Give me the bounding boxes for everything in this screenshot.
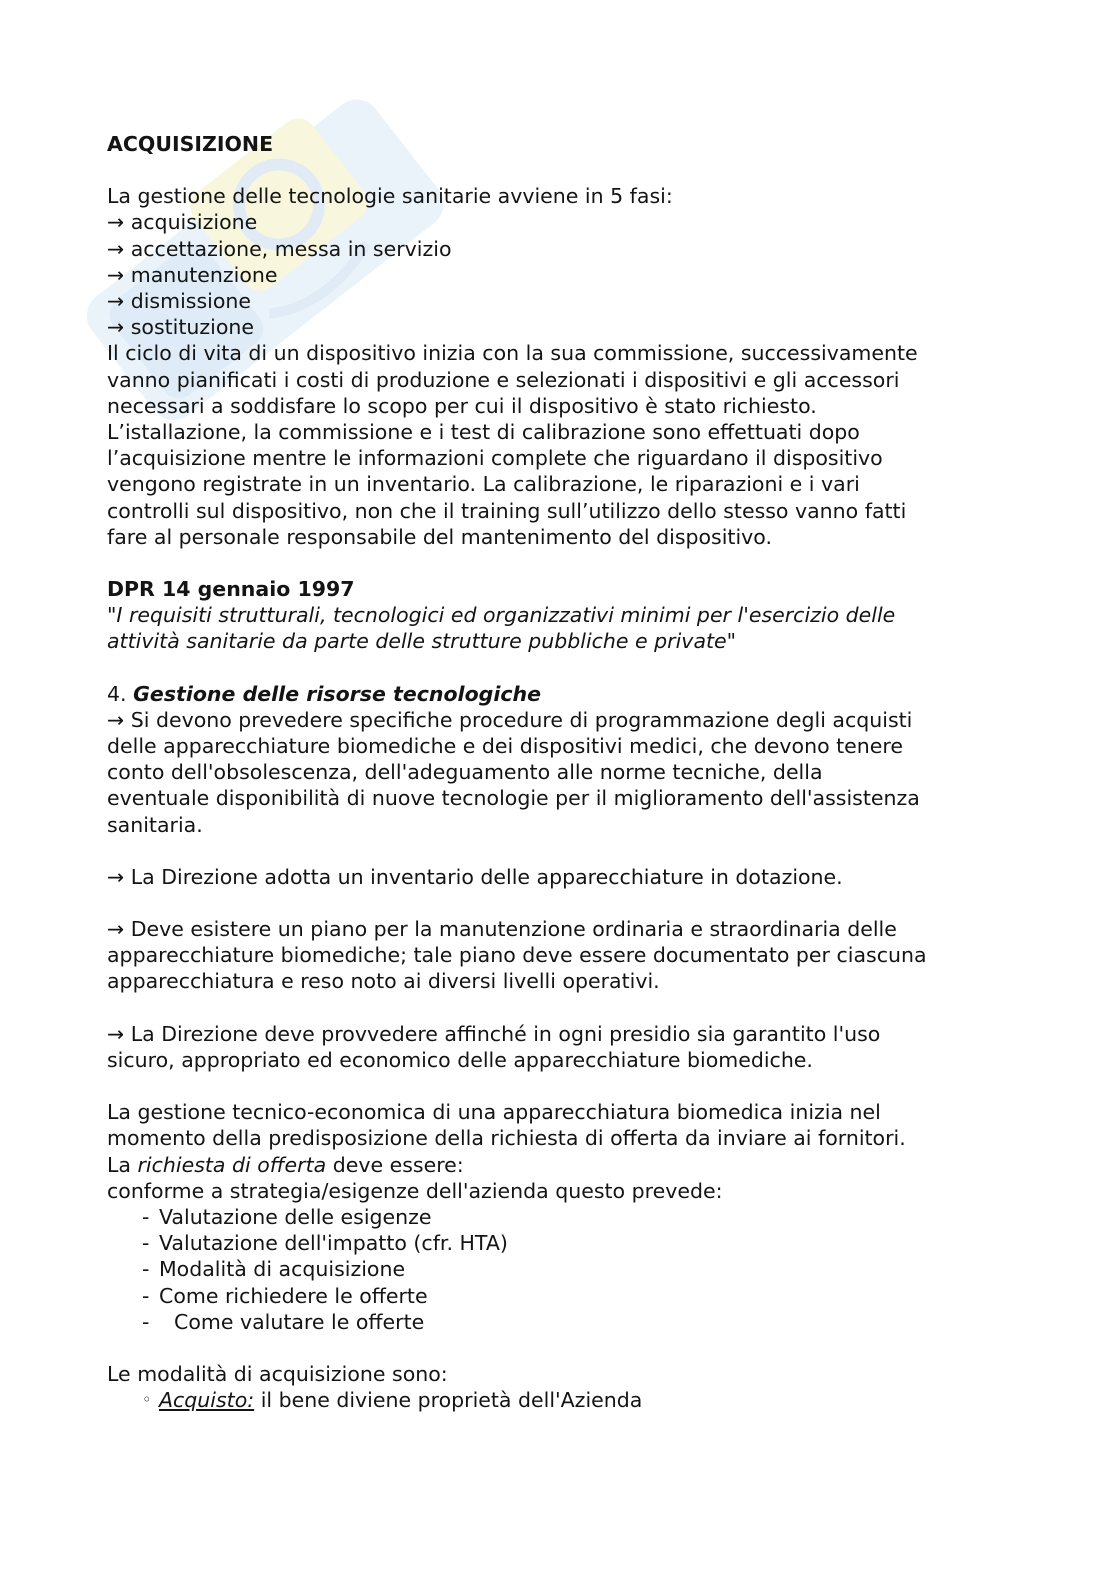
section-paragraph-4 (107, 1021, 1007, 1073)
phase-item: → sostituzione (107, 315, 254, 340)
list-item: - Valutazione dell'impatto (cfr. HTA) (142, 1231, 508, 1256)
text-line: conforme a strategia/esigenze dell'azienda questo prevede: (107, 1178, 723, 1203)
dash-marker: - (142, 1257, 150, 1282)
modalities-intro: Le modalità di acquisizione sono: (107, 1361, 448, 1386)
phase-list (107, 209, 1007, 340)
text-line: eventuale disponibilità di nuove tecnologie per il miglioramento dell'assistenza (107, 786, 920, 811)
list-item: - Modalità di acquisizione (142, 1257, 406, 1282)
text-line: sicuro, appropriato ed economico delle apparecchiature biomediche. (107, 1047, 813, 1072)
text-line: apparecchiature biomediche; tale piano deve essere documentato per ciascuna (107, 943, 927, 968)
section-heading (107, 681, 1007, 707)
modalities-list (107, 1387, 1007, 1413)
list-item: - Come richiedere le offerte (142, 1283, 428, 1308)
text-line: → Si devono prevedere specifiche procedure di programmazione degli acquisti (107, 707, 913, 732)
management-paragraph (107, 1099, 1007, 1204)
intro-text: La gestione delle tecnologie sanitarie avviene in 5 fasi: (107, 184, 673, 209)
dpr-quote-line: "I requisiti strutturali, tecnologici ed organizzativi minimi per l'esercizio delle (107, 603, 896, 628)
phase-item: → acquisizione (107, 210, 258, 235)
dpr-title: DPR 14 gennaio 1997 (107, 577, 355, 602)
section-paragraph-2: → La Direzione adotta un inventario delle apparecchiature in dotazione. (107, 864, 843, 889)
text-line: vengono registrate in un inventario. La calibrazione, le riparazioni e i vari (107, 472, 860, 497)
section-title: Gestione delle risorse tecnologiche (133, 681, 542, 706)
list-item: - Valutazione delle esigenze (142, 1204, 432, 1229)
phase-item: → dismissione (107, 289, 251, 314)
text-line: → Deve esistere un piano per la manutenzione ordinaria e straordinaria delle (107, 917, 897, 942)
lifecycle-paragraph (107, 340, 1007, 550)
request-term: richiesta di offerta (137, 1152, 327, 1177)
dash-marker: - (142, 1231, 150, 1256)
circle-bullet-icon: ◦ (142, 1390, 152, 1410)
arrow-icon: → (107, 262, 125, 287)
text-line: conto dell'obsolescenza, dell'adeguamento alle norme tecniche, della (107, 760, 823, 785)
arrow-icon: → (107, 1021, 125, 1046)
phase-item: → accettazione, messa in servizio (107, 236, 452, 261)
text-line: momento della predisposizione della richiesta di offerta da inviare ai fornitori. (107, 1126, 906, 1151)
arrow-icon: → (107, 289, 125, 314)
text-line: delle apparecchiature biomediche e dei dispositivi medici, che devono tenere (107, 734, 903, 759)
text-line: apparecchiatura e reso noto ai diversi livelli operativi. (107, 969, 660, 994)
arrow-icon: → (107, 236, 125, 261)
modality-term: Acquisto: (159, 1388, 255, 1413)
dpr-quote-line: attività sanitarie da parte delle strutture pubbliche e private" (107, 629, 737, 654)
text-line: fare al personale responsabile del mantenimento del dispositivo. (107, 524, 772, 549)
requirements-list (107, 1204, 1007, 1335)
text-line: vanno pianificati i costi di produzione e selezionati i dispositivi e gli accessori (107, 367, 900, 392)
arrow-icon: → (107, 707, 125, 732)
text-line: sanitaria. (107, 812, 203, 837)
arrow-icon: → (107, 315, 125, 340)
section-paragraph-1 (107, 707, 1007, 838)
arrow-icon: → (107, 210, 125, 235)
modality-description: il bene diviene proprietà dell'Azienda (254, 1388, 643, 1413)
text-line: Il ciclo di vita di un dispositivo inizia con la sua commissione, successivamente (107, 341, 918, 366)
text-line: → La Direzione deve provvedere affinché in ogni presidio sia garantito l'uso (107, 1021, 881, 1046)
arrow-icon: → (107, 864, 125, 889)
list-item (142, 1387, 1007, 1413)
text-line: L’istallazione, la commissione e i test di calibrazione sono effettuati dopo (107, 420, 860, 445)
dash-marker: - (142, 1204, 150, 1229)
text-line: necessari a soddisfare lo scopo per cui il dispositivo è stato richiesto. (107, 393, 817, 418)
section-paragraph-3 (107, 916, 1007, 995)
dash-marker: - (142, 1309, 150, 1334)
text-line: controlli sul dispositivo, non che il training sull’utilizzo dello stesso vanno fatti (107, 498, 907, 523)
page-title: ACQUISIZIONE (107, 132, 274, 156)
section-number: 4. (107, 681, 127, 706)
list-item: - Come valutare le offerte (142, 1309, 425, 1334)
text-line: La richiesta di offerta deve essere: (107, 1152, 464, 1177)
dash-marker: - (142, 1283, 150, 1308)
text-line: l’acquisizione mentre le informazioni complete che riguardano il dispositivo (107, 446, 883, 471)
text-line: La gestione tecnico-economica di una apparecchiatura biomedica inizia nel (107, 1100, 881, 1125)
arrow-icon: → (107, 917, 125, 942)
phase-item: → manutenzione (107, 262, 278, 287)
document-page (107, 131, 1007, 1413)
